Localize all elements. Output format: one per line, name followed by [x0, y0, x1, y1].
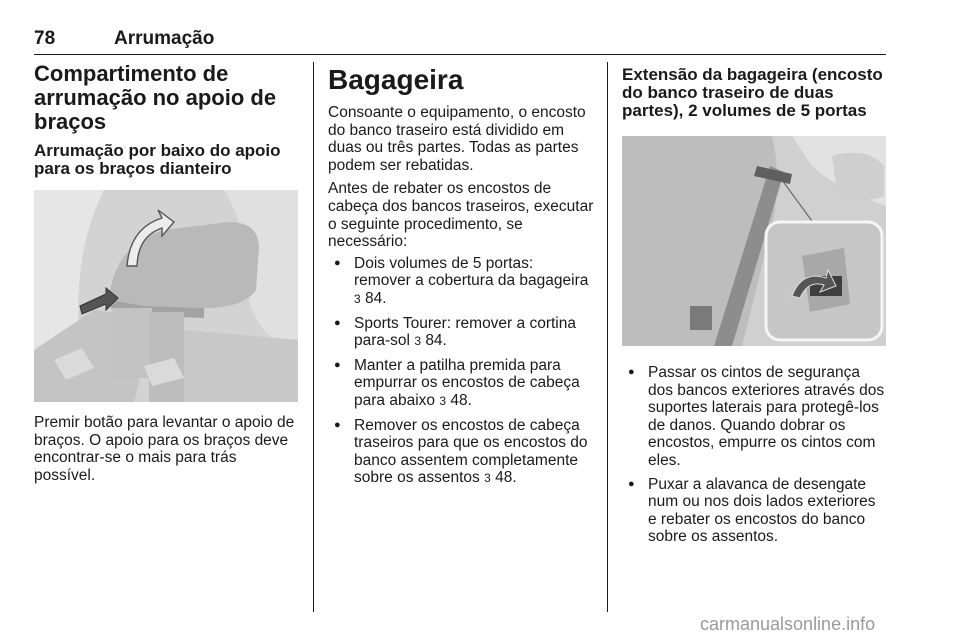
column-divider [607, 62, 608, 612]
procedure-list [328, 255, 594, 488]
page-reference-icon: 3 [439, 393, 447, 408]
section-title-armrest: Compartimento de arrumação no apoio de braços [34, 61, 277, 134]
section-title-load-compartment: Bagageira [328, 64, 464, 95]
subsection-title-armrest: Arrumação por baixo do apoio para os braços dianteiro [34, 141, 281, 178]
page-reference-icon: 3 [484, 471, 491, 486]
list-item: ● Puxar a alavanca de desengate num ou nos dois lados exteriores e rebater os encostos do banco sobre os assentos. [622, 476, 888, 546]
page-header [34, 26, 886, 55]
list-item: ● Remover os encostos de cabeça traseiros para que os encostos do banco assentem completamente sobre os assentos 3 48. [328, 417, 594, 488]
page-reference-icon: 3 [354, 291, 361, 306]
armrest-instructions: Premir botão para levantar o apoio de braços. O apoio para os braços deve encontrar-se o mais para trás possível. [34, 414, 295, 484]
page-reference-icon: 3 [414, 334, 421, 349]
column-load-compartment [328, 62, 594, 494]
list-item: ● Sports Tourer: remover a cortina para-sol 3 84. [328, 315, 594, 351]
running-title: Arrumação [114, 28, 215, 49]
subsection-title-load-extension: Extensão da bagageira (encosto do banco traseiro de duas partes), 2 volumes de 5 portas [622, 65, 883, 120]
armrest-illustration-icon [34, 190, 298, 402]
column-armrest [34, 62, 300, 484]
list-item: ● Dois volumes de 5 portas: remover a cobertura da bagageira 3 84. [328, 255, 594, 309]
intro-paragraph: Consoante o equipamento, o encosto do banco traseiro está dividido em duas ou três partes. Todas as partes podem ser rebatidas. [328, 104, 586, 174]
list-item: ● Manter a patilha premida para empurrar os encostos de cabeça para abaixo 3 48. [328, 357, 594, 411]
rear-seat-release-illustration-icon [622, 136, 886, 346]
list-item: ● Passar os cintos de segurança dos bancos exteriores através dos suportes laterais para protegê-los de danos. Quando dobrar os encostos, empurre os cintos com eles. [622, 364, 888, 470]
watermark: carmanualsonline.info [700, 614, 876, 634]
procedure-paragraph: Antes de rebater os encostos de cabeça dos bancos traseiros, executar o seguinte procedimento, se necessário: [328, 180, 594, 251]
extension-steps-list [622, 364, 888, 546]
column-load-extension [622, 62, 888, 552]
column-divider [313, 62, 314, 612]
page-number: 78 [34, 28, 56, 49]
